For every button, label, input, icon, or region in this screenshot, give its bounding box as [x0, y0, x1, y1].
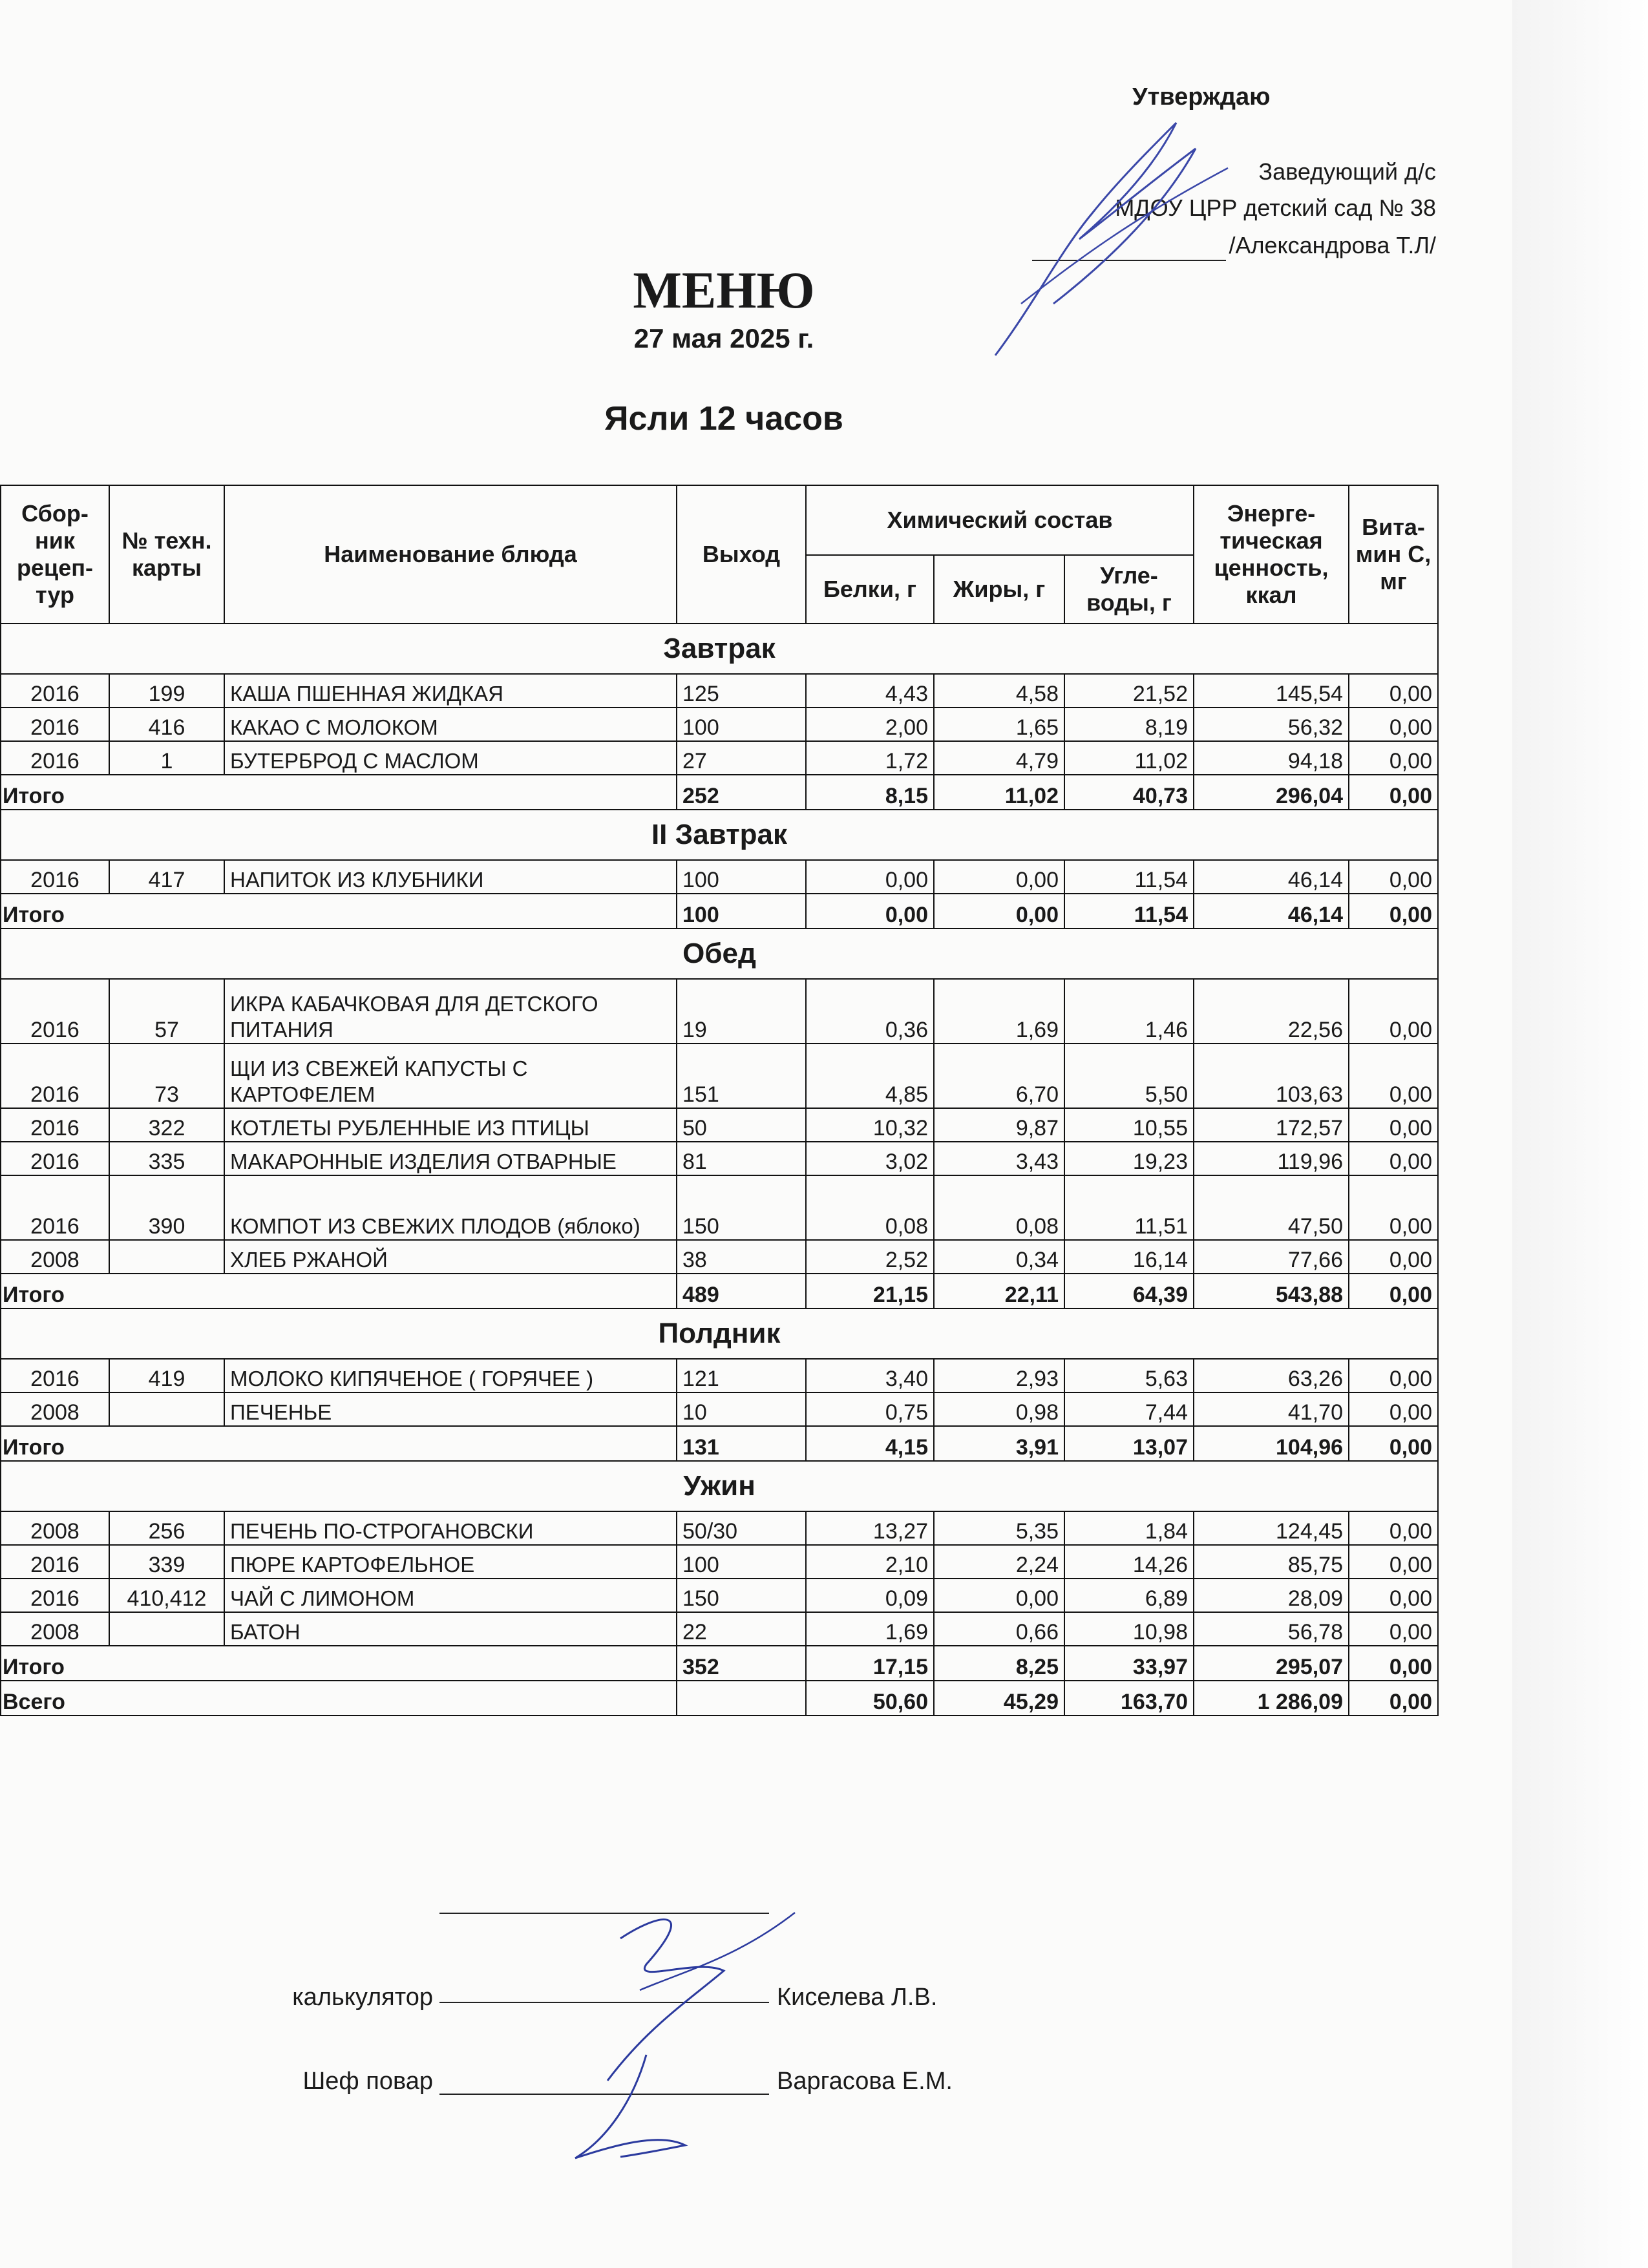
section-row — [1, 929, 1438, 979]
dish-energy: 63,26 — [1194, 1359, 1349, 1392]
header-protein: Белки, г — [806, 555, 934, 624]
section-total-row — [1, 1274, 1438, 1308]
dish-carbs: 21,52 — [1064, 674, 1194, 708]
dish-vitc: 0,00 — [1349, 1612, 1438, 1646]
menu-table — [0, 485, 1439, 1716]
grand-total-fat: 45,29 — [934, 1681, 1064, 1716]
dish-vitc: 0,00 — [1349, 860, 1438, 894]
dish-fat: 0,08 — [934, 1175, 1064, 1240]
section-total-row — [1, 1426, 1438, 1461]
dish-carbs: 11,02 — [1064, 741, 1194, 775]
tech-card-number: 339 — [109, 1545, 224, 1579]
dish-vitc: 0,00 — [1349, 1175, 1438, 1240]
total-label: Итого — [1, 1426, 677, 1461]
total-vitc: 0,00 — [1349, 1274, 1438, 1308]
dish-protein: 13,27 — [806, 1511, 934, 1545]
dish-row — [1, 1240, 1438, 1274]
section-title: Ужин — [1, 1461, 1438, 1511]
dish-vitc: 0,00 — [1349, 1511, 1438, 1545]
dish-fat: 2,24 — [934, 1545, 1064, 1579]
dish-protein: 2,10 — [806, 1545, 934, 1579]
dish-energy: 145,54 — [1194, 674, 1349, 708]
header-fat: Жиры, г — [934, 555, 1064, 624]
chef-signature — [556, 2048, 750, 2165]
approval-organization: МДОУ ЦРР детский сад № 38 — [1115, 194, 1436, 221]
dish-vitc: 0,00 — [1349, 1359, 1438, 1392]
dish-carbs: 11,51 — [1064, 1175, 1194, 1240]
dish-yield: 100 — [677, 708, 806, 741]
dish-row — [1, 1579, 1438, 1612]
dish-vitc: 0,00 — [1349, 741, 1438, 775]
chef-role: Шеф повар — [302, 2068, 433, 2095]
dish-energy: 47,50 — [1194, 1175, 1349, 1240]
header-dish-name: Наименование блюда — [224, 485, 677, 624]
dish-vitc: 0,00 — [1349, 1545, 1438, 1579]
header-chemical-composition: Химический состав — [806, 485, 1194, 555]
section-title: Полдник — [1, 1308, 1438, 1359]
section-total-row — [1, 894, 1438, 929]
dish-energy: 41,70 — [1194, 1392, 1349, 1426]
dish-protein: 2,00 — [806, 708, 934, 741]
total-fat: 3,91 — [934, 1426, 1064, 1461]
dish-name: КАКАО С МОЛОКОМ — [224, 708, 677, 741]
dish-fat: 0,98 — [934, 1392, 1064, 1426]
tech-card-number: 390 — [109, 1175, 224, 1240]
document-date: 27 мая 2025 г. — [633, 323, 814, 353]
dish-yield: 100 — [677, 1545, 806, 1579]
dish-vitc: 0,00 — [1349, 1044, 1438, 1108]
dish-carbs: 6,89 — [1064, 1579, 1194, 1612]
recipe-collection: 2008 — [1, 1392, 109, 1426]
dish-yield: 27 — [677, 741, 806, 775]
tech-card-number: 199 — [109, 674, 224, 708]
total-carbs: 64,39 — [1064, 1274, 1194, 1308]
tech-card-number: 256 — [109, 1511, 224, 1545]
dish-energy: 56,78 — [1194, 1612, 1349, 1646]
approval-signatory-name: /Александрова Т.Л/ — [1229, 232, 1436, 258]
total-yield: 252 — [677, 775, 806, 810]
total-vitc: 0,00 — [1349, 775, 1438, 810]
dish-energy: 28,09 — [1194, 1579, 1349, 1612]
dish-carbs: 5,50 — [1064, 1044, 1194, 1108]
total-vitc: 0,00 — [1349, 894, 1438, 929]
dish-carbs: 16,14 — [1064, 1240, 1194, 1274]
dish-fat: 2,93 — [934, 1359, 1064, 1392]
document-title: МЕНЮ — [633, 262, 815, 319]
dish-name: БУТЕРБРОД С МАСЛОМ — [224, 741, 677, 775]
total-protein: 4,15 — [806, 1426, 934, 1461]
dish-row — [1, 1511, 1438, 1545]
dish-protein: 3,02 — [806, 1142, 934, 1175]
dish-fat: 0,34 — [934, 1240, 1064, 1274]
dish-vitc: 0,00 — [1349, 1579, 1438, 1612]
dish-yield: 10 — [677, 1392, 806, 1426]
grand-total-vitc: 0,00 — [1349, 1681, 1438, 1716]
dish-name: БАТОН — [224, 1612, 677, 1646]
recipe-collection: 2008 — [1, 1240, 109, 1274]
dish-carbs: 10,55 — [1064, 1108, 1194, 1142]
dish-name: КОТЛЕТЫ РУБЛЕННЫЕ ИЗ ПТИЦЫ — [224, 1108, 677, 1142]
recipe-collection: 2016 — [1, 741, 109, 775]
tech-card-number: 416 — [109, 708, 224, 741]
tech-card-number — [109, 1612, 224, 1646]
recipe-collection: 2016 — [1, 674, 109, 708]
total-yield: 100 — [677, 894, 806, 929]
dish-carbs: 7,44 — [1064, 1392, 1194, 1426]
page-edge — [1512, 0, 1648, 2268]
total-carbs: 13,07 — [1064, 1426, 1194, 1461]
dish-vitc: 0,00 — [1349, 1240, 1438, 1274]
dish-protein: 1,69 — [806, 1612, 934, 1646]
dish-carbs: 11,54 — [1064, 860, 1194, 894]
section-row — [1, 810, 1438, 860]
grand-total-energy: 1 286,09 — [1194, 1681, 1349, 1716]
tech-card-number: 322 — [109, 1108, 224, 1142]
dish-fat: 0,00 — [934, 860, 1064, 894]
section-row — [1, 1461, 1438, 1511]
dish-protein: 1,72 — [806, 741, 934, 775]
dish-row — [1, 674, 1438, 708]
dish-fat: 3,43 — [934, 1142, 1064, 1175]
dish-row — [1, 741, 1438, 775]
header-yield: Выход — [677, 485, 806, 624]
section-title: Обед — [1, 929, 1438, 979]
total-carbs: 40,73 — [1064, 775, 1194, 810]
dish-fat: 0,66 — [934, 1612, 1064, 1646]
dish-row — [1, 1392, 1438, 1426]
section-total-row — [1, 775, 1438, 810]
dish-protein: 0,75 — [806, 1392, 934, 1426]
tech-card-number: 57 — [109, 979, 224, 1044]
dish-row — [1, 1359, 1438, 1392]
dish-protein: 2,52 — [806, 1240, 934, 1274]
dish-protein: 4,85 — [806, 1044, 934, 1108]
dish-row — [1, 708, 1438, 741]
dish-energy: 94,18 — [1194, 741, 1349, 775]
grand-total-label: Всего — [1, 1681, 677, 1716]
tech-card-number: 73 — [109, 1044, 224, 1108]
group-name: Ясли 12 часов — [604, 400, 843, 437]
total-energy: 46,14 — [1194, 894, 1349, 929]
tech-card-number: 1 — [109, 741, 224, 775]
grand-total-protein: 50,60 — [806, 1681, 934, 1716]
recipe-collection: 2016 — [1, 1579, 109, 1612]
tech-card-number: 410,412 — [109, 1579, 224, 1612]
calculator-name: Киселева Л.В. — [777, 1984, 938, 2011]
total-fat: 11,02 — [934, 775, 1064, 810]
dish-yield: 22 — [677, 1612, 806, 1646]
total-vitc: 0,00 — [1349, 1426, 1438, 1461]
header-tech-card: № техн. карты — [109, 485, 224, 624]
header-energy: Энерге-тическая ценность, ккал — [1194, 485, 1349, 624]
section-title: Завтрак — [1, 624, 1438, 674]
dish-carbs: 5,63 — [1064, 1359, 1194, 1392]
recipe-collection: 2016 — [1, 708, 109, 741]
dish-name: ИКРА КАБАЧКОВАЯ ДЛЯ ДЕТСКОГО ПИТАНИЯ — [224, 979, 677, 1044]
chef-name: Варгасова Е.М. — [777, 2068, 953, 2095]
recipe-collection: 2016 — [1, 1545, 109, 1579]
dish-energy: 124,45 — [1194, 1511, 1349, 1545]
approval-position: Заведующий д/с — [1258, 158, 1436, 185]
dish-vitc: 0,00 — [1349, 1108, 1438, 1142]
section-total-row — [1, 1646, 1438, 1681]
dish-row — [1, 1142, 1438, 1175]
dish-row — [1, 860, 1438, 894]
dish-carbs: 10,98 — [1064, 1612, 1194, 1646]
dish-name: МАКАРОННЫЕ ИЗДЕЛИЯ ОТВАРНЫЕ — [224, 1142, 677, 1175]
dish-name: ПЮРЕ КАРТОФЕЛЬНОЕ — [224, 1545, 677, 1579]
dish-energy: 103,63 — [1194, 1044, 1349, 1108]
recipe-collection: 2016 — [1, 979, 109, 1044]
dish-protein: 0,00 — [806, 860, 934, 894]
tech-card-number: 419 — [109, 1359, 224, 1392]
dish-energy: 119,96 — [1194, 1142, 1349, 1175]
dish-carbs: 8,19 — [1064, 708, 1194, 741]
section-row — [1, 624, 1438, 674]
dish-row — [1, 1044, 1438, 1108]
dish-protein: 0,08 — [806, 1175, 934, 1240]
dish-energy: 77,66 — [1194, 1240, 1349, 1274]
total-protein: 21,15 — [806, 1274, 934, 1308]
recipe-collection: 2016 — [1, 1044, 109, 1108]
total-fat: 22,11 — [934, 1274, 1064, 1308]
dish-yield: 150 — [677, 1175, 806, 1240]
recipe-collection: 2008 — [1, 1612, 109, 1646]
dish-row — [1, 979, 1438, 1044]
dish-yield: 81 — [677, 1142, 806, 1175]
dish-yield: 50 — [677, 1108, 806, 1142]
dish-protein: 10,32 — [806, 1108, 934, 1142]
dish-yield: 125 — [677, 674, 806, 708]
dish-name: ПЕЧЕНЬЕ — [224, 1392, 677, 1426]
dish-name: ХЛЕБ РЖАНОЙ — [224, 1240, 677, 1274]
dish-vitc: 0,00 — [1349, 708, 1438, 741]
total-energy: 295,07 — [1194, 1646, 1349, 1681]
dish-name: КАША ПШЕННАЯ ЖИДКАЯ — [224, 674, 677, 708]
total-fat: 0,00 — [934, 894, 1064, 929]
total-label: Итого — [1, 1646, 677, 1681]
total-energy: 104,96 — [1194, 1426, 1349, 1461]
total-label: Итого — [1, 894, 677, 929]
tech-card-number — [109, 1240, 224, 1274]
total-yield: 131 — [677, 1426, 806, 1461]
dish-row — [1, 1108, 1438, 1142]
section-row — [1, 1308, 1438, 1359]
total-yield: 489 — [677, 1274, 806, 1308]
total-carbs: 11,54 — [1064, 894, 1194, 929]
calculator-role: калькулятор — [292, 1984, 433, 2011]
dish-vitc: 0,00 — [1349, 1142, 1438, 1175]
dish-vitc: 0,00 — [1349, 674, 1438, 708]
recipe-collection: 2008 — [1, 1511, 109, 1545]
dish-energy: 56,32 — [1194, 708, 1349, 741]
recipe-collection: 2016 — [1, 860, 109, 894]
total-protein: 17,15 — [806, 1646, 934, 1681]
dish-yield: 19 — [677, 979, 806, 1044]
dish-carbs: 14,26 — [1064, 1545, 1194, 1579]
grand-total-row — [1, 1681, 1438, 1716]
dish-row — [1, 1612, 1438, 1646]
dish-name: НАПИТОК ИЗ КЛУБНИКИ — [224, 860, 677, 894]
dish-fat: 4,58 — [934, 674, 1064, 708]
dish-protein: 3,40 — [806, 1359, 934, 1392]
total-label: Итого — [1, 775, 677, 810]
dish-energy: 85,75 — [1194, 1545, 1349, 1579]
dish-vitc: 0,00 — [1349, 1392, 1438, 1426]
dish-name: ЩИ ИЗ СВЕЖЕЙ КАПУСТЫ С КАРТОФЕЛЕМ — [224, 1044, 677, 1108]
recipe-collection: 2016 — [1, 1142, 109, 1175]
header-collection: Сбор-ник рецеп-тур — [1, 485, 109, 624]
dish-row — [1, 1175, 1438, 1240]
header-carbs: Угле-воды, г — [1064, 555, 1194, 624]
dish-yield: 121 — [677, 1359, 806, 1392]
tech-card-number — [109, 1392, 224, 1426]
dish-fat: 1,69 — [934, 979, 1064, 1044]
dish-fat: 0,00 — [934, 1579, 1064, 1612]
dish-energy: 22,56 — [1194, 979, 1349, 1044]
dish-name: КОМПОТ ИЗ СВЕЖИХ ПЛОДОВ (яблоко) — [224, 1175, 677, 1240]
total-carbs: 33,97 — [1064, 1646, 1194, 1681]
dish-fat: 6,70 — [934, 1044, 1064, 1108]
header-vitamin-c: Вита-мин С, мг — [1349, 485, 1438, 624]
total-energy: 296,04 — [1194, 775, 1349, 810]
recipe-collection: 2016 — [1, 1108, 109, 1142]
dish-fat: 1,65 — [934, 708, 1064, 741]
grand-total-yield — [677, 1681, 806, 1716]
recipe-collection: 2016 — [1, 1359, 109, 1392]
dish-name: ЧАЙ С ЛИМОНОМ — [224, 1579, 677, 1612]
dish-row — [1, 1545, 1438, 1579]
dish-yield: 151 — [677, 1044, 806, 1108]
section-title: II Завтрак — [1, 810, 1438, 860]
dish-name: ПЕЧЕНЬ ПО-СТРОГАНОВСКИ — [224, 1511, 677, 1545]
dish-energy: 172,57 — [1194, 1108, 1349, 1142]
dish-fat: 5,35 — [934, 1511, 1064, 1545]
dish-yield: 150 — [677, 1579, 806, 1612]
dish-fat: 4,79 — [934, 741, 1064, 775]
total-energy: 543,88 — [1194, 1274, 1349, 1308]
dish-vitc: 0,00 — [1349, 979, 1438, 1044]
recipe-collection: 2016 — [1, 1175, 109, 1240]
dish-carbs: 1,46 — [1064, 979, 1194, 1044]
dish-protein: 0,09 — [806, 1579, 934, 1612]
approval-title: Утверждаю — [1132, 83, 1271, 110]
dish-energy: 46,14 — [1194, 860, 1349, 894]
dish-protein: 4,43 — [806, 674, 934, 708]
dish-carbs: 1,84 — [1064, 1511, 1194, 1545]
total-protein: 8,15 — [806, 775, 934, 810]
dish-yield: 50/30 — [677, 1511, 806, 1545]
tech-card-number: 417 — [109, 860, 224, 894]
total-vitc: 0,00 — [1349, 1646, 1438, 1681]
dish-name: МОЛОКО КИПЯЧЕНОЕ ( ГОРЯЧЕЕ ) — [224, 1359, 677, 1392]
total-fat: 8,25 — [934, 1646, 1064, 1681]
grand-total-carbs: 163,70 — [1064, 1681, 1194, 1716]
dish-carbs: 19,23 — [1064, 1142, 1194, 1175]
total-label: Итого — [1, 1274, 677, 1308]
tech-card-number: 335 — [109, 1142, 224, 1175]
dish-yield: 100 — [677, 860, 806, 894]
dish-protein: 0,36 — [806, 979, 934, 1044]
total-protein: 0,00 — [806, 894, 934, 929]
total-yield: 352 — [677, 1646, 806, 1681]
dish-yield: 38 — [677, 1240, 806, 1274]
dish-fat: 9,87 — [934, 1108, 1064, 1142]
